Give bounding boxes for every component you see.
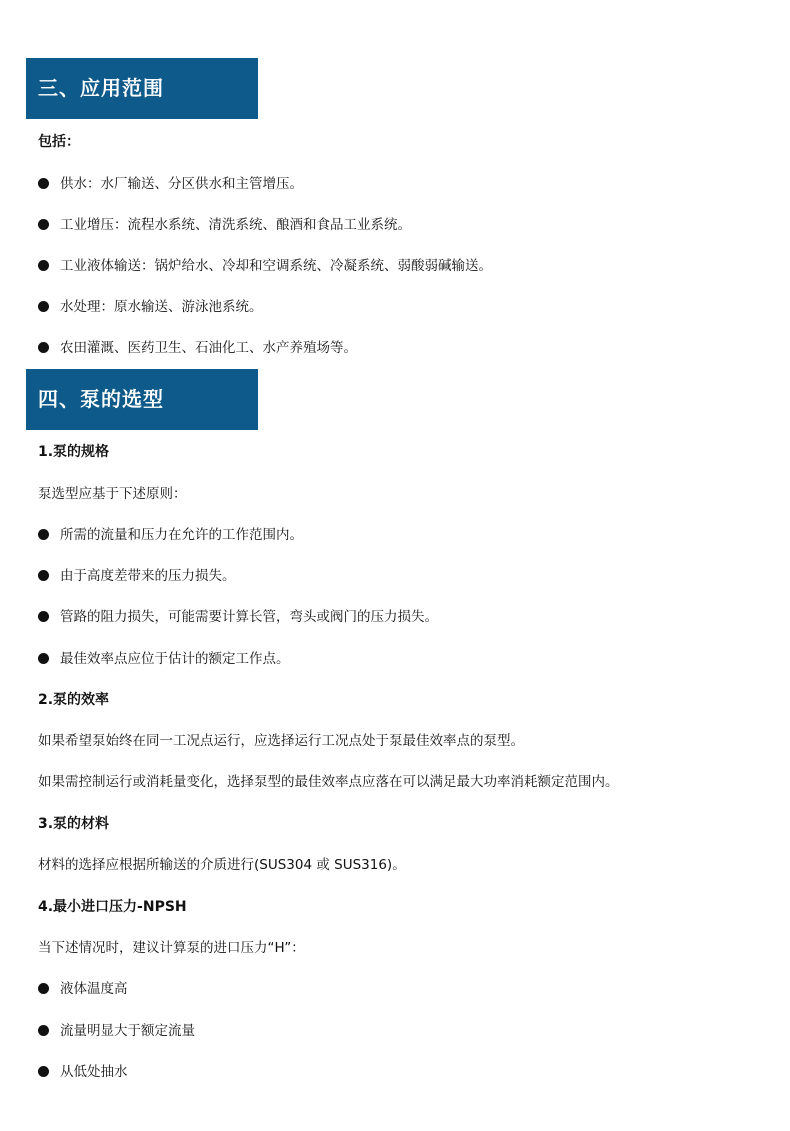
list-item [38, 339, 357, 357]
list-item-text: 工业液体输送：锅炉给水、冷却和空调系统、冷凝系统、弱酸弱碱输送。 [60, 258, 492, 274]
list-item [38, 526, 303, 544]
list-item [38, 1022, 195, 1040]
subsection-1-intro: 泵选型应基于下述原则： [38, 486, 187, 502]
list-item [38, 216, 411, 234]
list-item-text: 最佳效率点应位于估计的额定工作点。 [60, 651, 290, 667]
section-4-header: 四、泵的选型 [26, 369, 258, 430]
bullet-dot-icon [38, 178, 49, 189]
bullet-dot-icon [38, 260, 49, 271]
subsection-2-heading: 2.泵的效率 [38, 692, 110, 708]
list-item [38, 298, 263, 316]
list-item-text: 所需的流量和压力在允许的工作范围内。 [60, 527, 303, 543]
section-3-intro: 包括： [38, 134, 80, 150]
list-item [38, 257, 492, 275]
subsection-2-para-1: 如果希望泵始终在同一工况点运行，应选择运行工况点处于泵最佳效率点的泵型。 [38, 733, 524, 749]
list-item-text: 农田灌溉、医药卫生、石油化工、水产养殖场等。 [60, 340, 357, 356]
list-item-text: 工业增压：流程水系统、清洗系统、酿酒和食品工业系统。 [60, 217, 411, 233]
bullet-dot-icon [38, 342, 49, 353]
bullet-dot-icon [38, 529, 49, 540]
subsection-3-para: 材料的选择应根据所输送的介质进行(SUS304 或 SUS316)。 [38, 857, 406, 873]
bullet-dot-icon [38, 301, 49, 312]
bullet-dot-icon [38, 653, 49, 664]
bullet-dot-icon [38, 1025, 49, 1036]
list-item [38, 1063, 128, 1081]
list-item-text: 从低处抽水 [60, 1064, 128, 1080]
list-item-text: 水处理：原水输送、游泳池系统。 [60, 299, 263, 315]
subsection-4-intro: 当下述情况时，建议计算泵的进口压力“H”： [38, 940, 305, 956]
bullet-dot-icon [38, 219, 49, 230]
list-item [38, 650, 290, 668]
section-3-header: 三、应用范围 [26, 58, 258, 119]
bullet-dot-icon [38, 1066, 49, 1077]
list-item [38, 175, 303, 193]
subsection-2-para-2: 如果需控制运行或消耗量变化，选择泵型的最佳效率点应落在可以满足最大功率消耗额定范围内。 [38, 774, 619, 790]
list-item-text: 液体温度高 [60, 981, 128, 997]
subsection-1-heading: 1.泵的规格 [38, 444, 110, 460]
subsection-3-heading: 3.泵的材料 [38, 816, 110, 832]
list-item [38, 608, 438, 626]
list-item-text: 流量明显大于额定流量 [60, 1023, 195, 1039]
bullet-dot-icon [38, 983, 49, 994]
bullet-dot-icon [38, 570, 49, 581]
list-item [38, 567, 236, 585]
subsection-4-heading: 4.最小进口压力-NPSH [38, 899, 187, 915]
list-item [38, 980, 128, 998]
list-item-text: 由于高度差带来的压力损失。 [60, 568, 236, 584]
list-item-text: 管路的阻力损失，可能需要计算长管，弯头或阀门的压力损失。 [60, 609, 438, 625]
list-item-text: 供水：水厂输送、分区供水和主管增压。 [60, 176, 303, 192]
bullet-dot-icon [38, 611, 49, 622]
